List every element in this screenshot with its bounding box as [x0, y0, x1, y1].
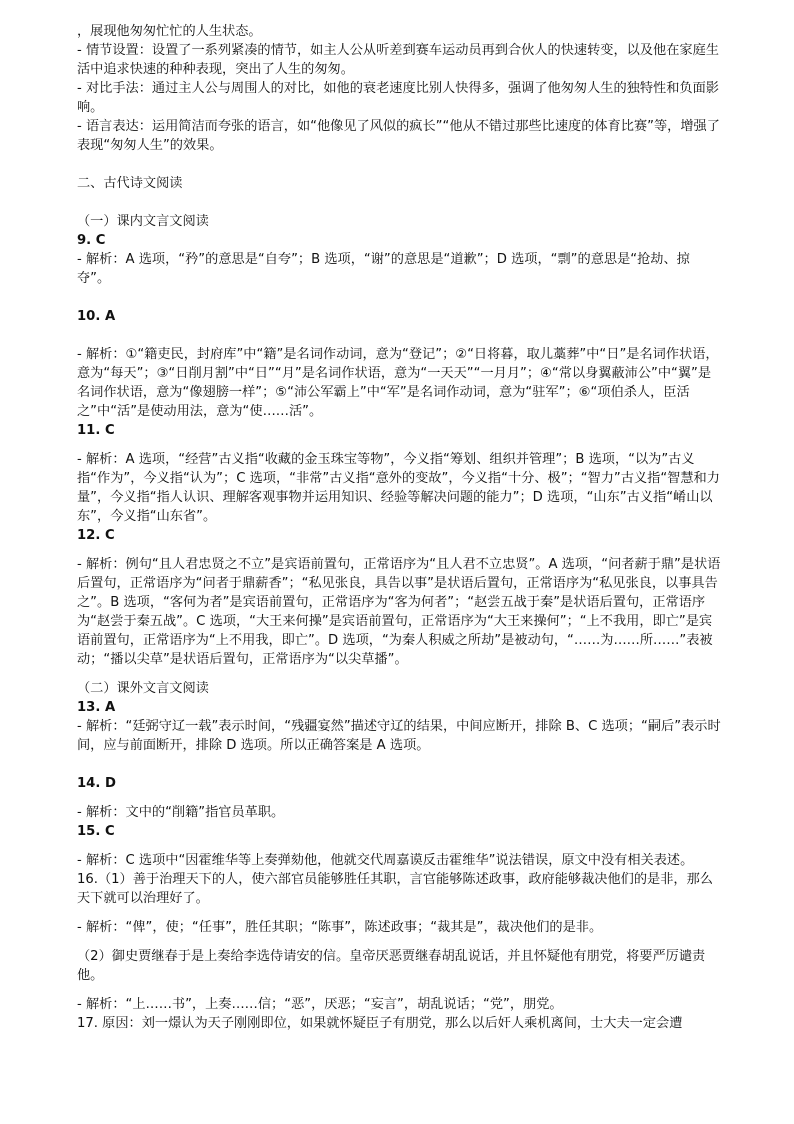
- intro-plot-setting: - 情节设置：设置了一系列紧凑的情节，如主人公从听差到赛车运动员再到合伙人的快速转变，以及他在家庭生活中追求快速的种种表现，突出了人生的匆匆。: [77, 43, 719, 77]
- explanation-11: - 解析：A 选项，“经营”古义指“收藏的金玉珠宝等物”，今义指“筹划、组织并管理”；B 选项，“以为”古义指“作为”，今义指“认为”；C 选项，“非常”古义指“意外的变故”，今义指“十分、极”；“智力”古义指“智慧和力量”，今义指“指人认识、理解客观事物并运用知识、经验等解决问题的能力”；D 选项，“山东”古义指“崤山以东”，今义指“山东省”。: [77, 452, 720, 524]
- subsection-heading-in-class: （一）课内文言文阅读: [77, 214, 209, 229]
- intro-line-1: ，展现他匆匆忙忙的人生状态。: [77, 24, 262, 39]
- answer-9: 9. C: [77, 233, 106, 248]
- answer-16-part-1: 16.（1）善于治理天下的人，使六部官员能够胜任其职，言官能够陈述政事，政府能够裁决他们的是非，那么天下就可以治理好了。: [77, 872, 713, 906]
- answer-10: 10. A: [77, 309, 116, 324]
- answer-16-part-2: （2）御史贾继春于是上奏给李选侍请安的信。皇帝厌恶贾继春胡乱说话，并且怀疑他有朋党，将要严厉谴责他。: [77, 949, 706, 983]
- explanation-16-part-1: - 解析：“俾”，使；“任事”，胜任其职；“陈事”，陈述政事；“裁其是”，裁决他们的是非。: [77, 920, 603, 935]
- explanation-9: - 解析：A 选项，“矜”的意思是“自夸”；B 选项，“谢”的意思是“道歉”；D 选项，“剽”的意思是“抢劫、掠夺”。: [77, 252, 690, 286]
- document-page: [77, 0, 723, 1033]
- answer-12: 12. C: [77, 528, 115, 543]
- explanation-12: - 解析：例句“且人君忠贤之不立”是宾语前置句，正常语序为“且人君不立忠贤”。A 选项，“问者薪于鼎”是状语后置句，正常语序为“问者于鼎薪香”；“私见张良，具告以事”是状语后置句，正常语序为“私见张良，以事具告之”。B 选项，“客何为者”是宾语前置句，正常语序为“客为何者”；“赵尝五战于秦”是状语后置句，正常语序为“赵尝于秦五战”。C 选项，“大王来何操”是宾语前置句，正常语序为“大王来操何”；“上不我用，即亡”是宾语前置句，正常语序为“上不用我，即亡”。D 选项，“为秦人积威之所劫”是被动句，“……为……所……”表被动；“播以尖草”是状语后置句，正常语序为“以尖草播”。: [77, 557, 721, 667]
- explanation-14: - 解析：文中的“削籍”指官员革职。: [77, 805, 285, 820]
- answer-11: 11. C: [77, 423, 115, 438]
- explanation-15: - 解析：C 选项中“因霍维华等上奏弹劾他，他就交代周嘉谟反击霍维华”说法错误，原文中没有相关表述。: [77, 853, 694, 868]
- explanation-13: - 解析：“廷弼守辽一载”表示时间，“残疆宴然”描述守辽的结果，中间应断开，排除 B、C 选项；“嗣后”表示时间，应与前面断开，排除 D 选项。所以正确答案是 A 选项。: [77, 719, 721, 753]
- intro-language: - 语言表达：运用简洁而夸张的语言，如“他像见了风似的疯长”“他从不错过那些比速度的体育比赛”等，增强了表现“匆匆人生”的效果。: [77, 119, 720, 153]
- explanation-10: - 解析：①“籍吏民，封府库”中“籍”是名词作动词，意为“登记”；②“日将暮，取儿藁葬”中“日”是名词作状语，意为“每天”；③“日削月割”中“日”“月”是名词作状语，意为“一天天”“一月月”；④“常以身翼蔽沛公”中“翼”是名词作状语，意为“像翅膀一样”；⑤“沛公军霸上”中“军”是名词作动词，意为“驻军”；⑥“项伯杀人，臣活之”中“活”是使动用法，意为“使……活”。: [77, 347, 719, 419]
- subsection-heading-extracurricular: （二）课外文言文阅读: [77, 681, 209, 696]
- intro-contrast: - 对比手法：通过主人公与周围人的对比，如他的衰老速度比别人快得多，强调了他匆匆人生的独特性和负面影响。: [77, 81, 719, 115]
- answer-17: 17. 原因：刘一燝认为天子刚刚即位，如果就怀疑臣子有朋党，那么以后奸人乘机离间，士大夫一定会遭: [77, 1016, 683, 1031]
- section-heading-ancient-reading: 二、古代诗文阅读: [77, 176, 183, 191]
- answer-15: 15. C: [77, 824, 115, 839]
- answer-14: 14. D: [77, 776, 116, 791]
- answer-13: 13. A: [77, 700, 116, 715]
- explanation-16-part-2: - 解析：“上……书”，上奏……信；“恶”，厌恶；“妄言”，胡乱说话；“党”，朋党。: [77, 997, 563, 1012]
